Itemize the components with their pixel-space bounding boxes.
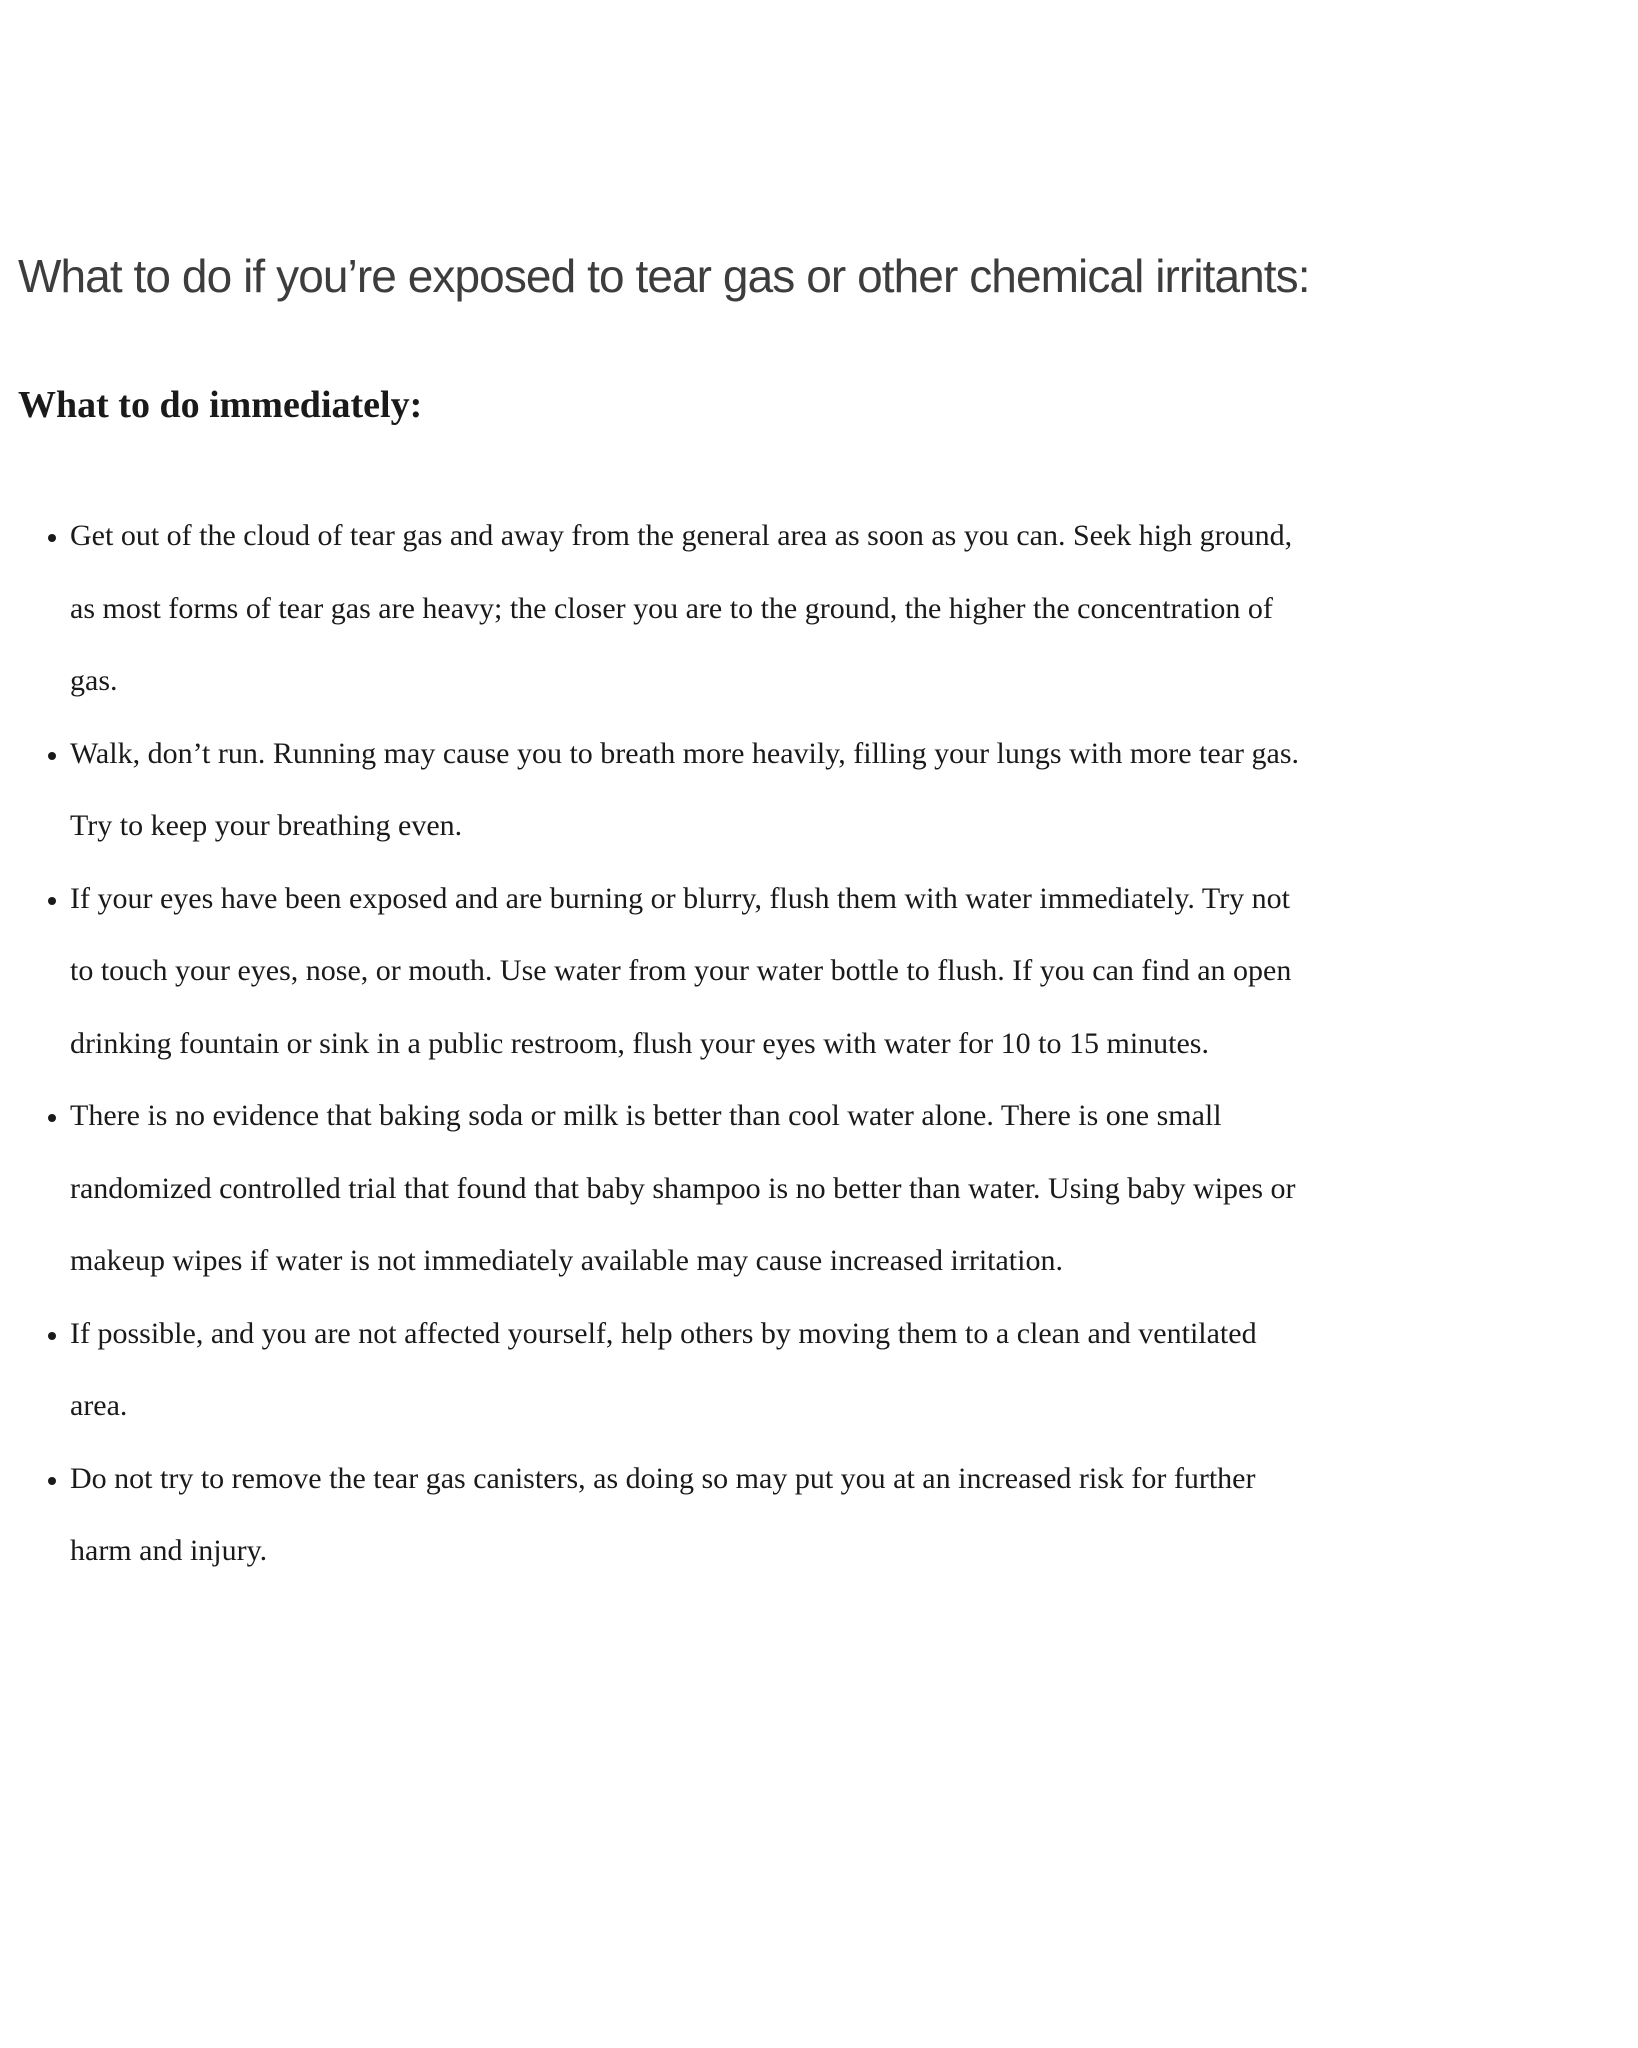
list-item: • There is no evidence that baking soda or milk is better than cool water alone. There is one small randomized controlled trial that found that baby shampoo is no better than water. Using baby wipes or makeup wipes if water is not immediately available may cause increased irritation. xyxy=(70,1080,1300,1298)
list-item: • Do not try to remove the tear gas canisters, as doing so may put you at an increased risk for further harm and injury. xyxy=(70,1443,1300,1588)
list-item: • If your eyes have been exposed and are burning or blurry, flush them with water immediately. Try not to touch your eyes, nose, or mouth. Use water from your water bottle to flush. If you can find an open drinking fountain or sink in a public restroom, flush your eyes with water for 10 to 15 minutes. xyxy=(70,863,1300,1081)
immediate-steps-list xyxy=(18,500,1300,1588)
list-item: • Walk, don’t run. Running may cause you to breath more heavily, filling your lungs with more tear gas. Try to keep your breathing even. xyxy=(70,718,1300,863)
list-item: • Get out of the cloud of tear gas and away from the general area as soon as you can. Seek high ground, as most forms of tear gas are heavy; the closer you are to the ground, the higher the concentration of gas. xyxy=(70,500,1300,718)
subsection-heading: What to do immediately: xyxy=(18,384,423,426)
list-item: • If possible, and you are not affected yourself, help others by moving them to a clean and ventilated area. xyxy=(70,1298,1300,1443)
page-title: What to do if you’re exposed to tear gas or other chemical irritants: xyxy=(18,250,1310,302)
